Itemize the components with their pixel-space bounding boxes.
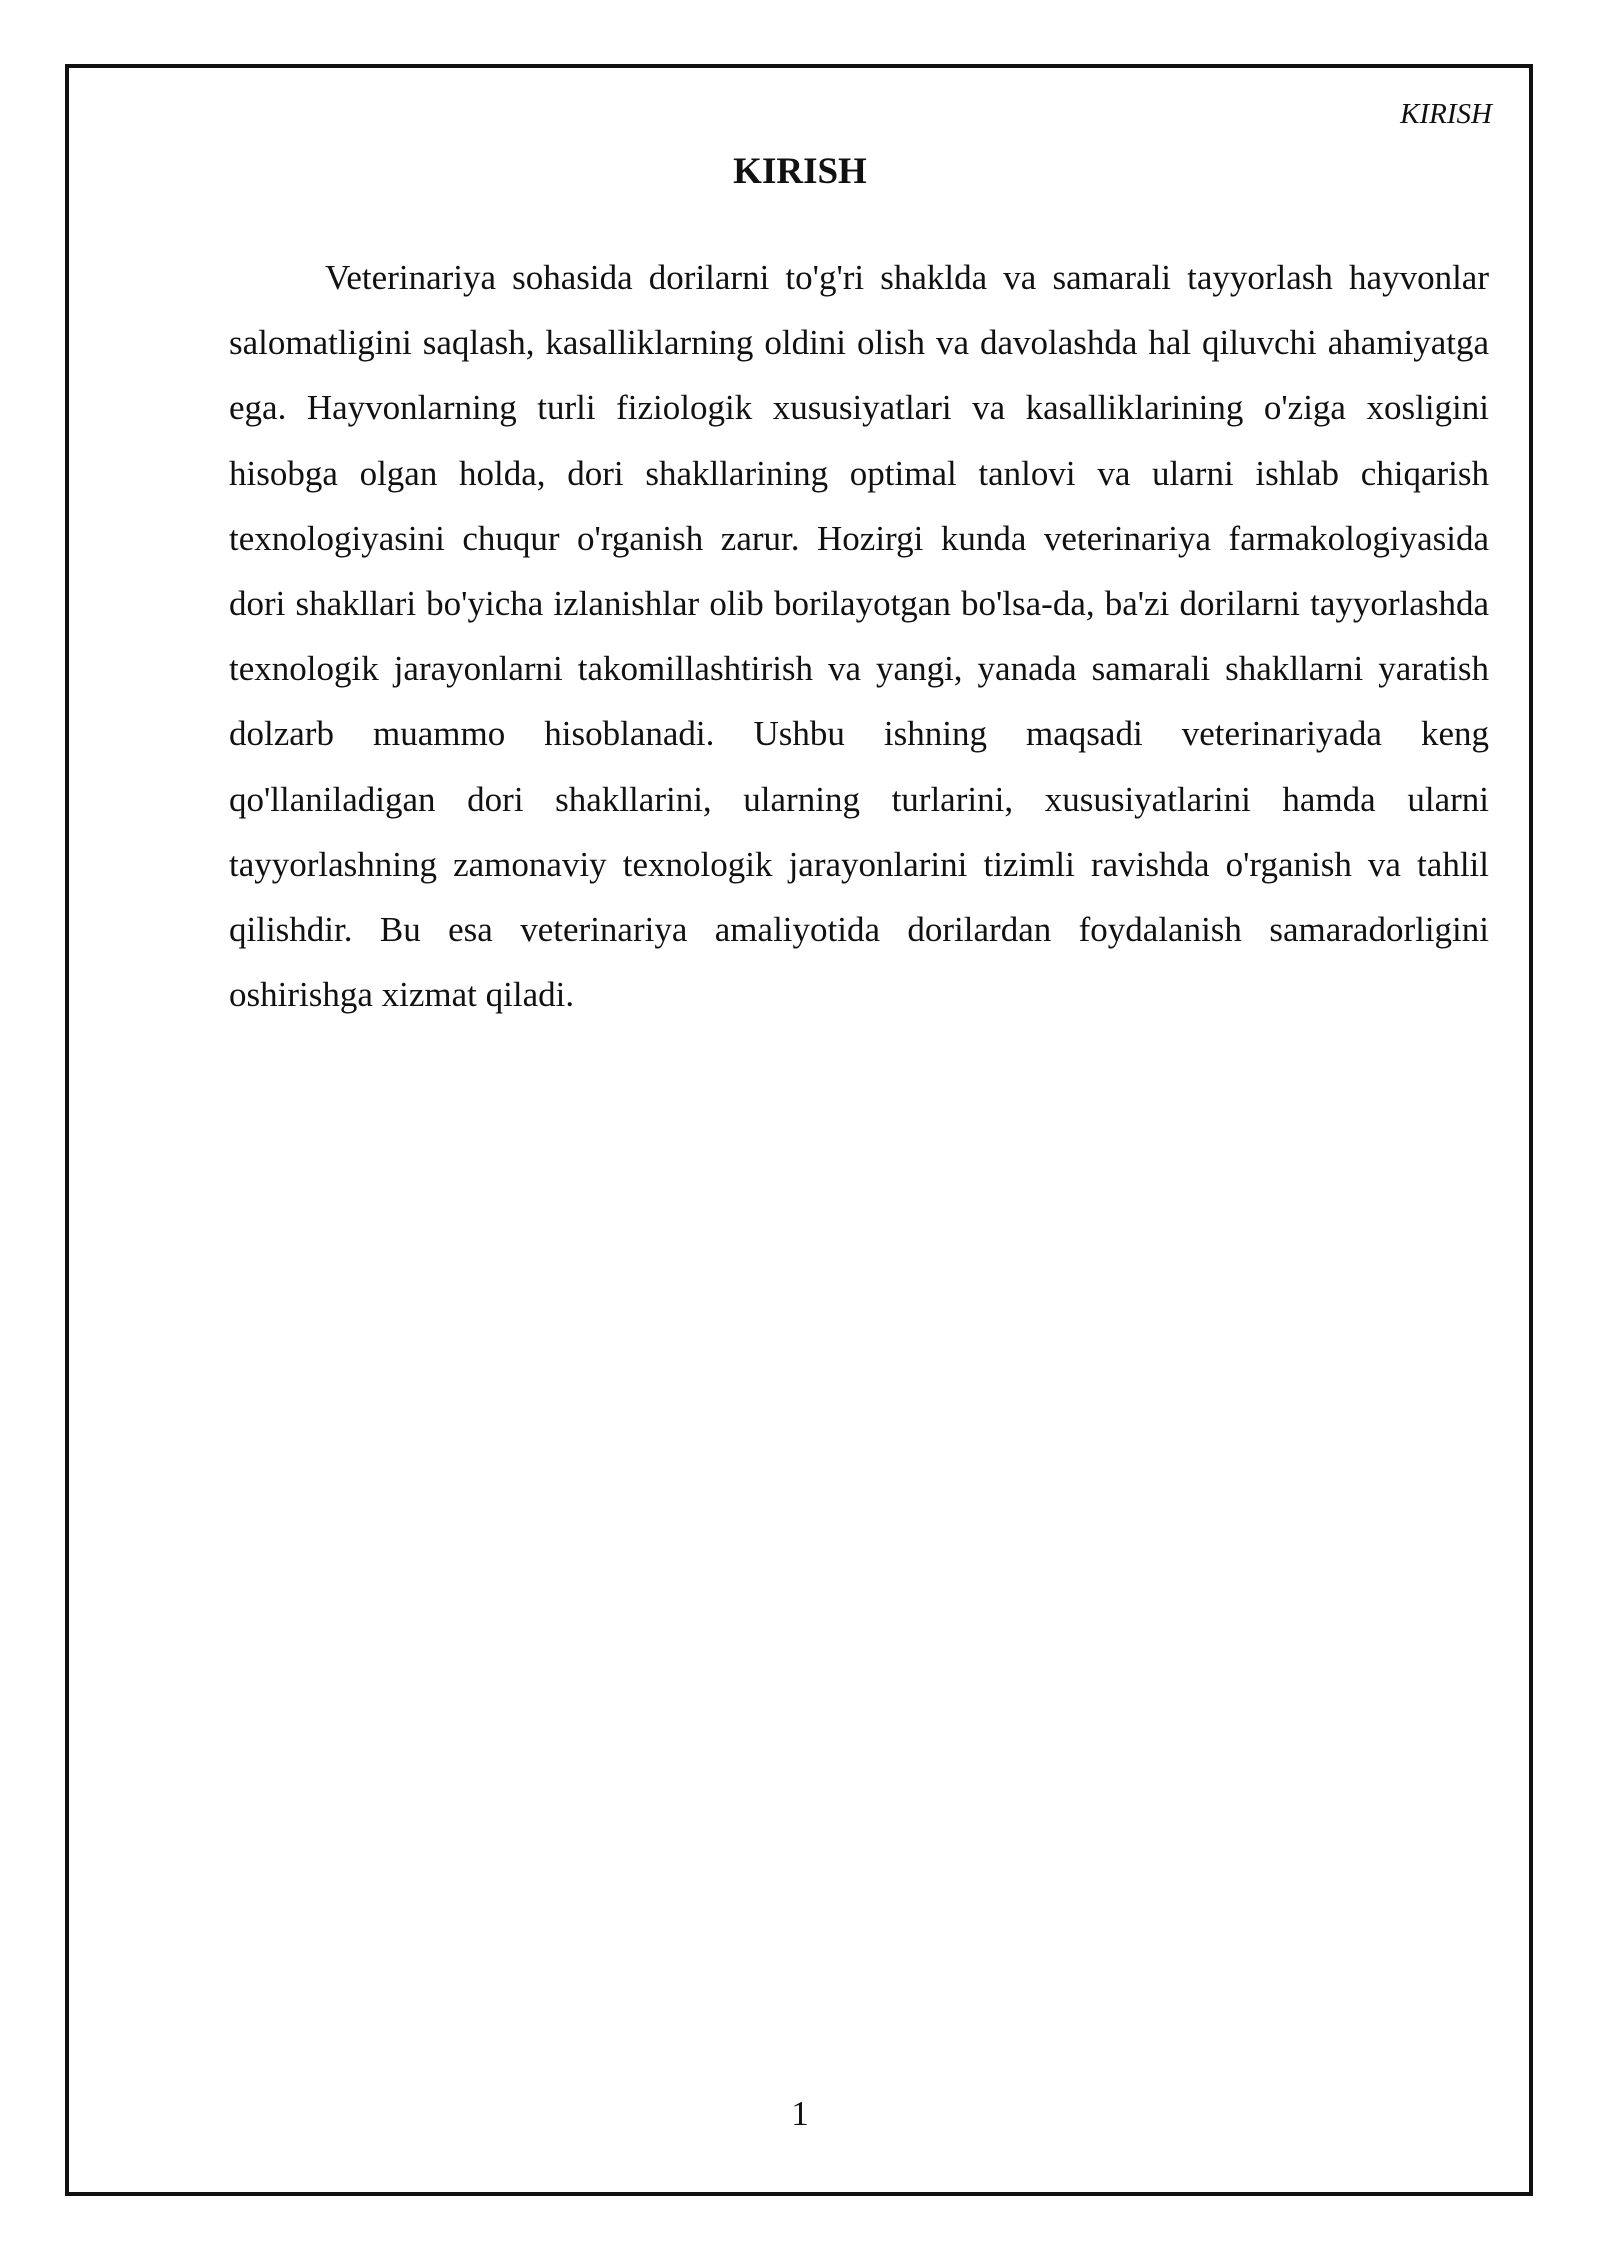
body-paragraph: Veterinariya sohasida dorilarni to'g'ri shaklda va samarali tayyorlash hayvonlar salomatligini saqlash, kasalliklarning oldini olish va davolashda hal qiluvchi ahamiyatga ega. Hayvonlarning turli fiziologik xususiyatlari va kasalliklarining o'ziga xosligini hisobga olgan holda, dori shakllarining optimal tanlovi va ularni ishlab chiqarish texnologiyasini chuqur o'rganish zarur. Hozirgi kunda veterinariya farmakologiyasida dori shakllari bo'yicha izlanishlar olib borilayotgan bo'lsa-da, ba'zi dorilarni tayyorlashda texnologik jarayonlarni takomillashtirish va yangi, yanada samarali shakllarni yaratish dolzarb muammo hisoblanadi. Ushbu ishning maqsadi veterinariyada keng qo'llaniladigan dori shakllarini, ularning turlarini, xususiyatlarini hamda ularni tayyorlashning zamonaviy texnologik jarayonlarini tizimli ravishda o'rganish va tahlil qilishdir. Bu esa veterinariya amaliyotida dorilardan foydalanish samaradorligini oshirishga xizmat qiladi. [229,258,1489,1015]
running-header: KIRISH [1400,98,1492,130]
page-title: KIRISH [733,151,867,192]
page-number: 1 [791,2094,809,2133]
